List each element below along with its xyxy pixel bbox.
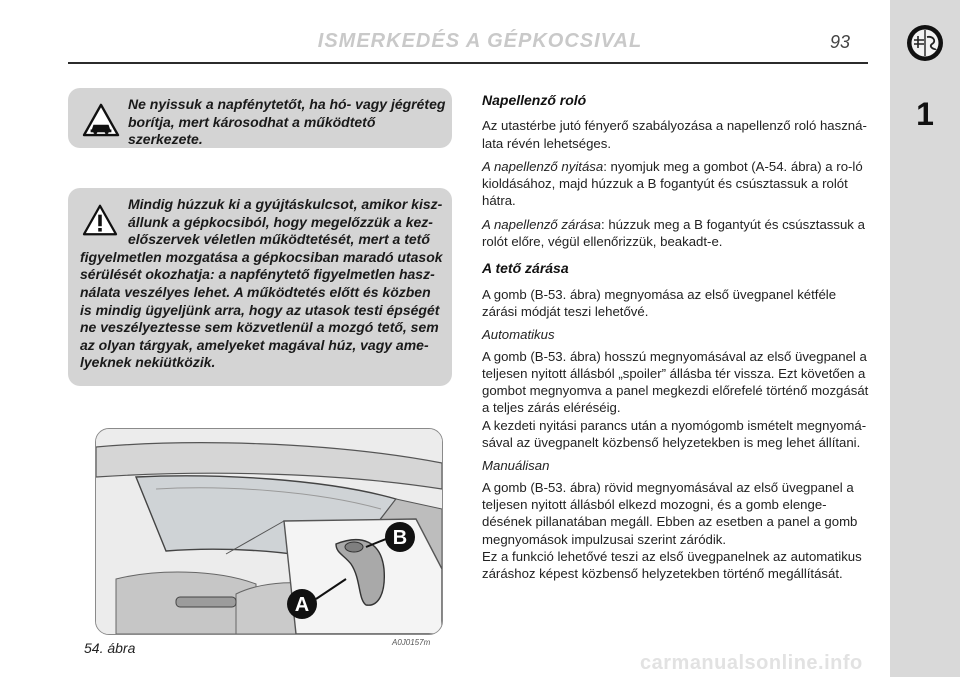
warning-line: Mindig húzzuk ki a gyújtáskulcsot, amikor kisz- [128, 196, 443, 212]
warning-line: is mindig ügyeljünk arra, hogy az utasok testi épségét [80, 301, 440, 318]
warning-line: előszervek véletlen működtetését, mert a tető [128, 231, 430, 248]
figure-sunshade-illustration [95, 428, 443, 635]
page-number: 93 [830, 32, 851, 52]
paragraph: Ez a funkció lehetővé teszi az első üvegpanelnek az automatikus záráshoz képest közbenső helyzetekben történő megállítását. [482, 548, 862, 582]
warning-line: sérülését okozhatja: a napfénytető figyelmetlen hasz- [80, 266, 435, 283]
paragraph [482, 158, 870, 210]
header-rule [68, 62, 868, 64]
figure-caption: 54. ábra [84, 640, 136, 656]
section-title-sunshade: Napellenző roló [482, 92, 587, 108]
paragraph-lead: A napellenző zárása [482, 216, 602, 232]
paragraph-body: : nyomjuk meg a gombot (A-54. ábra) a ro-ló kioldásához, majd húzzuk a B fogantyút és csúsztassuk a rolót hátra. [482, 158, 863, 209]
chapter-number: 1 [916, 96, 934, 132]
paragraph: A gomb (B-53. ábra) rövid megnyomásával az első üvegpanel a teljesen nyitott állásból elkezd mozogni, és a gomb elenge-désének pillanatában megáll. Ebben az esetben a panel a gomb megnyomások impulzusai szerint záródik. [482, 479, 858, 547]
paragraph: A kezdeti nyitási parancs után a nyomógomb ismételt megnyomá-sával az üvegpanelt közbenső helyzetekben is meg lehet állítani. [482, 417, 867, 451]
alfa-romeo-badge-icon [906, 24, 944, 62]
right-column-text [482, 92, 870, 588]
paragraph-lead: A napellenző nyitása [482, 158, 604, 174]
warning-line: állunk a gépkocsiból, hogy megelőzzük a kez- [128, 213, 433, 230]
paragraph-body: : húzzuk meg a B fogantyút és csúsztassuk a rolót előre, végül ellenőrizzük, beakadt-e. [482, 216, 865, 250]
warning-line: figyelmetlen mozgatása a gépkocsiban maradó utasok [80, 248, 443, 265]
footer-watermark: carmanualsonline.info [640, 652, 863, 674]
paragraph: Az utastérbe jutó fényerő szabályozása a napellenző roló haszná-lata révén lehetséges. [482, 118, 867, 151]
warning-line: borítja, mert károsodhat a működtető szerkezete. [128, 113, 376, 148]
section-title-roof-closing: A tető zárása [482, 260, 569, 277]
warning-line: az olyan tárgyak, amelyeket magával húz, vagy ame- [80, 336, 429, 353]
warning-line: Ne nyissuk a napfénytetőt, ha hó- vagy jégréteg [128, 96, 446, 112]
paragraph: A gomb (B-53. ábra) megnyomása az első üvegpanel kétféle zárási módját teszi lehetővé. [482, 286, 837, 319]
page-header-title: ISMERKEDÉS A GÉPKOCSIVAL [317, 30, 643, 52]
car-warning-triangle-icon [82, 103, 120, 137]
warning-text-ignition-key [80, 196, 448, 372]
paragraph [482, 216, 870, 251]
warning-line: lyeknek nekiütközik. [80, 354, 216, 371]
sunshade-drawing [96, 429, 442, 634]
warning-text-frost [128, 96, 448, 149]
warning-line: ne veszélyeztesse sem közvetlenül a mozgó tető, sem [80, 319, 439, 336]
paragraph: A gomb (B-53. ábra) hosszú megnyomásával az első üvegpanel a teljesen nyitott állásból „spoiler” állásba tér vissza. Ezt követően a gombot megnyomva a panel megkezdi előrefelé történő mozgását a teljes zárás eléréséig. [482, 348, 869, 416]
subsection-title-automatic: Automatikus [482, 327, 555, 343]
figure-label-b: B [392, 527, 408, 549]
subsection-title-manual: Manuálisan [482, 458, 550, 474]
warning-line: nálata veszélyes lehet. A működtetés előtt és közben [80, 283, 431, 300]
figure-code: A0J0157m [392, 638, 431, 647]
figure-label-a: A [294, 594, 310, 616]
